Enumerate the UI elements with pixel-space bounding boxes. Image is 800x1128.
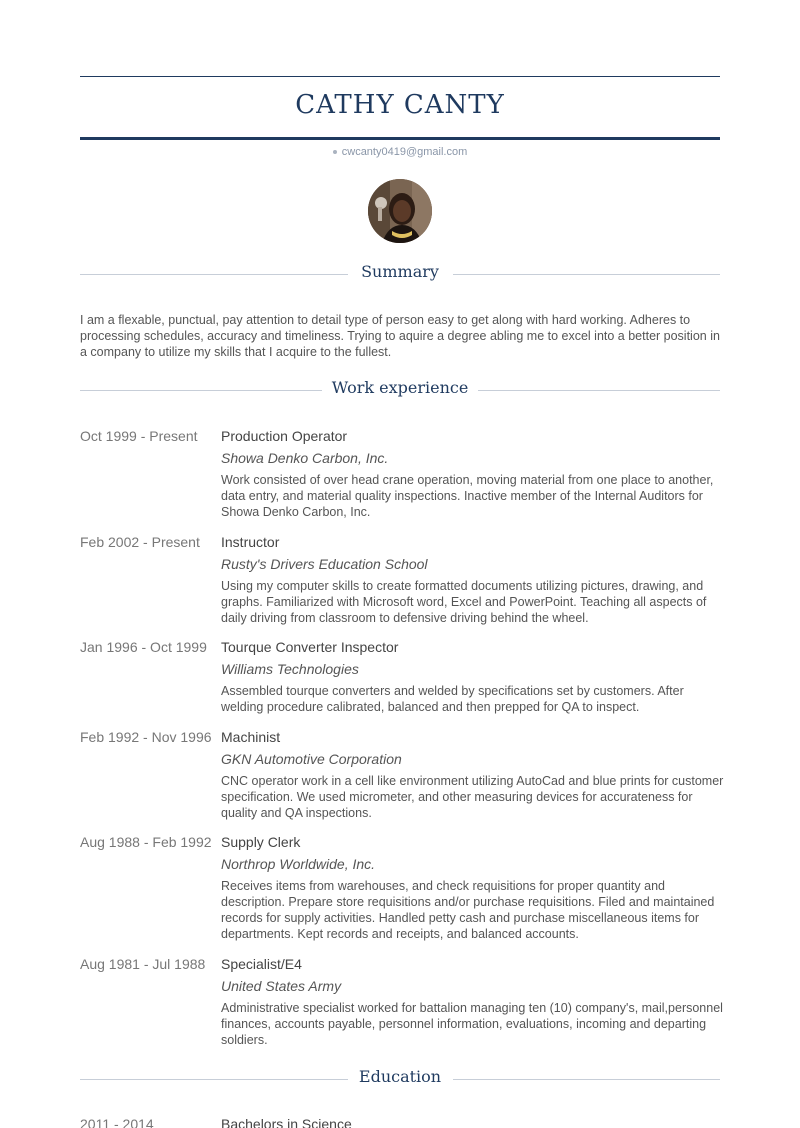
- job-company: Northrop Worldwide, Inc.: [221, 856, 376, 872]
- job-date: Feb 2002 - Present: [80, 534, 200, 550]
- job-role: Instructor: [221, 534, 280, 550]
- job-description: CNC operator work in a cell like environment utilizing AutoCad and blue prints for customer specification. We used micrometer, and other measuring devices for accurateness for quality and QA inspections.: [221, 774, 724, 820]
- profile-photo: [368, 179, 432, 243]
- job-date: Aug 1988 - Feb 1992: [80, 834, 212, 850]
- divider: [453, 1079, 720, 1080]
- job-date: Jan 1996 - Oct 1999: [80, 639, 207, 655]
- header-top-rule: [80, 76, 720, 77]
- education-degree: Bachelors in Science: [221, 1116, 352, 1128]
- job-role: Production Operator: [221, 428, 348, 444]
- education-date: 2011 - 2014: [80, 1116, 154, 1128]
- divider: [453, 274, 720, 275]
- job-description: Administrative specialist worked for battalion managing ten (10) company's, mail,personnel finances, accounts payable, personnel information, evaluations, incoming and departing soldiers.: [221, 1001, 723, 1047]
- job-role: Tourque Converter Inspector: [221, 639, 399, 655]
- summary-title: Summary: [361, 262, 439, 281]
- email-link[interactable]: cwcanty0419@gmail.com: [341, 146, 468, 158]
- job-description: Receives items from warehouses, and check requisitions for proper quantity and description. Prepare store requisitions and/or purchase requisitions. Filed and maintained records for supply activities. Handled petty cash and purchase miscellaneous items for departments. Kept records and receipts, and balanced accounts.: [221, 879, 715, 941]
- job-role: Specialist/E4: [221, 956, 302, 972]
- summary-heading: [80, 262, 720, 286]
- job-company: Showa Denko Carbon, Inc.: [221, 450, 389, 466]
- job-company: Rusty's Drivers Education School: [221, 556, 428, 572]
- bullet-icon: [333, 150, 337, 154]
- education-heading: [80, 1067, 720, 1091]
- header-bottom-rule: [80, 137, 720, 140]
- job-company: GKN Automotive Corporation: [221, 751, 402, 767]
- summary-text: I am a flexable, punctual, pay attention to detail type of person easy to get along with hard working. Adheres to processing schedules, accuracy and timeliness. Trying to aquire a degree abling me to excel into a better position in a company to utilize my skills that I acquire to the fullest.: [80, 313, 720, 359]
- job-company: United States Army: [221, 978, 342, 994]
- job-role: Machinist: [221, 729, 281, 745]
- job-description: Work consisted of over head crane operation, moving material from one place to another, data entry, and material quality inspections. Inactive member of the Internal Auditors for Showa Denko Carbon, Inc.: [221, 473, 714, 519]
- work-experience-heading: [80, 378, 720, 402]
- job-date: Feb 1992 - Nov 1996: [80, 729, 212, 745]
- education-title: Education: [358, 1067, 442, 1086]
- job-role: Supply Clerk: [221, 834, 301, 850]
- divider: [478, 390, 720, 391]
- contact-line: [80, 146, 720, 158]
- job-description: Using my computer skills to create formatted documents utilizing pictures, drawing, and graphs. Familiarized with Microsoft word, Excel and PowerPoint. Teaching all aspects of daily driving from classroom to defensive driving behind the wheel.: [221, 579, 707, 625]
- candidate-name: CATHY CANTY: [295, 90, 505, 120]
- job-date: Aug 1981 - Jul 1988: [80, 956, 206, 972]
- job-description: Assembled tourque converters and welded by specifications set by customers. After welding procedure calibrated, balanced and then prepped for QA to inspect.: [221, 684, 684, 714]
- work-experience-title: Work experience: [331, 378, 469, 397]
- job-company: Williams Technologies: [221, 661, 359, 677]
- job-date: Oct 1999 - Present: [80, 428, 198, 444]
